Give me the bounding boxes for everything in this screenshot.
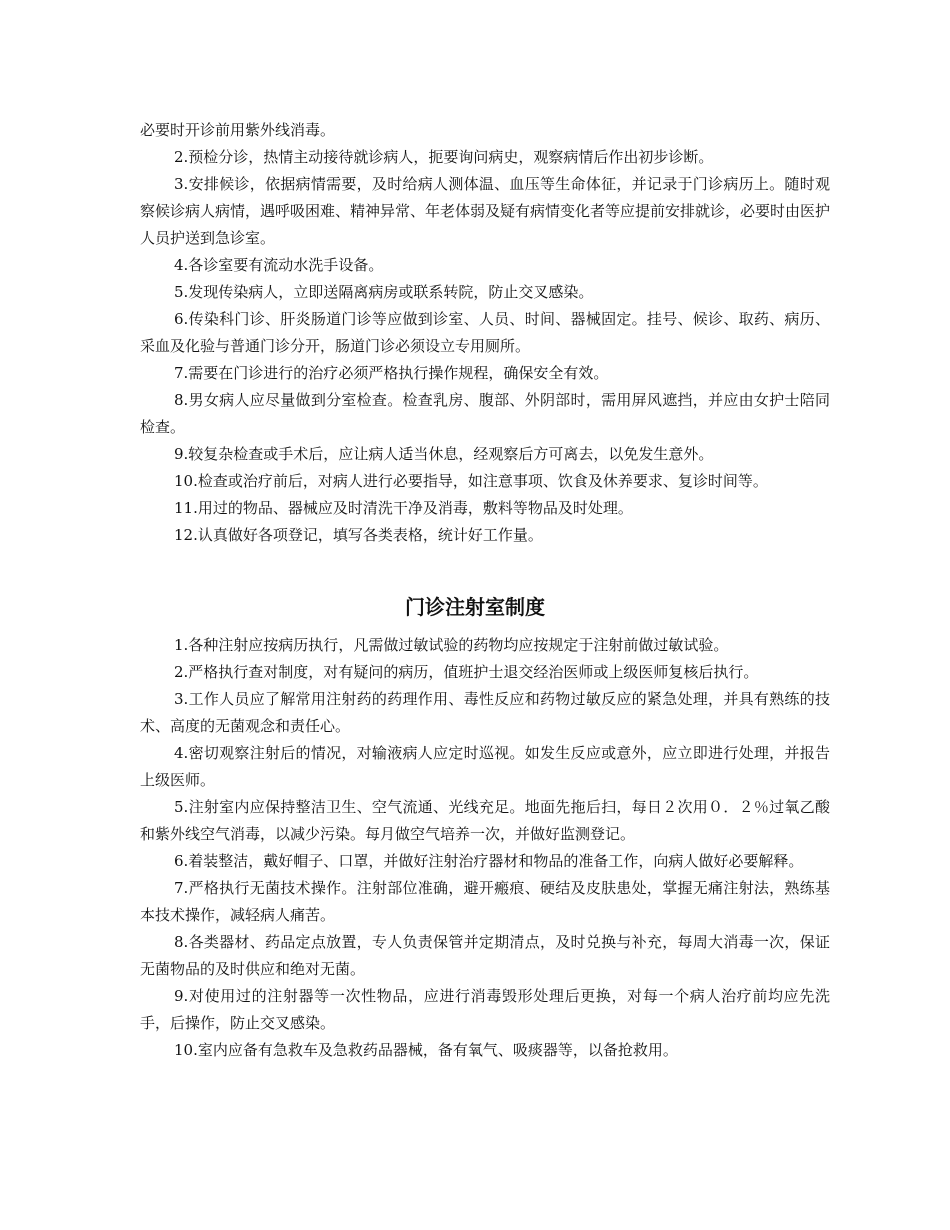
paragraph-item-12: 12.认真做好各项登记，填写各类表格，统计好工作量。 [174,526,543,544]
paragraph-item-1: 1.各种注射应按病历执行，凡需做过敏试验的药物均应按规定于注射前做过敏试验。 [174,636,729,654]
section-title: 门诊注射室制度 [405,595,545,619]
paragraph-item-2: 2.严格执行查对制度，对有疑问的病历，值班护士退交经治医师或上级医师复核后执行。 [174,663,759,681]
paragraph-item-2: 2.预检分诊，热情主动接待就诊病人，扼要询问病史，观察病情后作出初步诊断。 [174,148,714,166]
paragraph-item-3: 3.安排候诊，依据病情需要，及时给病人测体温、血压等生命体征，并记录于门诊病历上。随时观察候诊病人病情，遇呼吸困难、精神异常、年老体弱及疑有病情变化者等应提前安排就诊，必要时由医护人员护送到急诊室。 [140,175,831,247]
paragraph-item-5: 5.注射室内应保持整洁卫生、空气流通、光线充足。地面先拖后扫，每日２次用０．２％过氧乙酸和紫外线空气消毒，以减少污染。每月做空气培养一次，并做好监测登记。 [140,798,830,843]
paragraph-continuation: 必要时开诊前用紫外线消毒。 [140,121,336,139]
section-outpatient-rules [140,117,830,549]
paragraph-item-3: 3.工作人员应了解常用注射药的药理作用、毒性反应和药物过敏反应的紧急处理，并具有熟练的技术、高度的无菌观念和责任心。 [140,690,830,735]
paragraph-item-4: 4.密切观察注射后的情况，对输液病人应定时巡视。如发生反应或意外，应立即进行处理，并报告上级医师。 [140,744,830,789]
paragraph-item-7: 7.严格执行无菌技术操作。注射部位准确，避开瘢痕、硬结及皮肤患处，掌握无痛注射法，熟练基本技术操作，减轻病人痛苦。 [140,879,830,924]
paragraph-item-8: 8.男女病人应尽量做到分室检查。检查乳房、腹部、外阴部时，需用屏风遮挡，并应由女护士陪同检查。 [140,391,830,436]
paragraph-item-8: 8.各类器材、药品定点放置，专人负责保管并定期清点，及时兑换与补充，每周大消毒一次，保证无菌物品的及时供应和绝对无菌。 [140,933,830,978]
paragraph-item-6: 6.传染科门诊、肝炎肠道门诊等应做到诊室、人员、时间、器械固定。挂号、候诊、取药、病历、采血及化验与普通门诊分开，肠道门诊必须设立专用厕所。 [140,310,830,355]
paragraph-item-5: 5.发现传染病人，立即送隔离病房或联系转院，防止交叉感染。 [174,283,594,301]
paragraph-item-6: 6.着装整洁，戴好帽子、口罩，并做好注射治疗器材和物品的准备工作，向病人做好必要解释。 [174,852,804,870]
paragraph-item-9: 9.对使用过的注射器等一次性物品，应进行消毒毁形处理后更换，对每一个病人治疗前均应先洗手，后操作，防止交叉感染。 [140,987,830,1032]
paragraph-item-11: 11.用过的物品、器械应及时清洗干净及消毒，敷料等物品及时处理。 [174,499,633,517]
section-injection-room-rules [140,632,830,1064]
paragraph-item-9: 9.较复杂检查或手术后，应让病人适当休息，经观察后方可离去，以免发生意外。 [174,445,714,463]
paragraph-item-10: 10.检查或治疗前后，对病人进行必要指导，如注意事项、饮食及休养要求、复诊时间等。 [174,472,768,490]
paragraph-item-7: 7.需要在门诊进行的治疗必须严格执行操作规程，确保安全有效。 [174,364,609,382]
paragraph-item-10: 10.室内应备有急救车及急救药品器械，备有氧气、吸痰器等，以备抢救用。 [174,1041,678,1059]
paragraph-item-4: 4.各诊室要有流动水洗手设备。 [174,256,384,274]
